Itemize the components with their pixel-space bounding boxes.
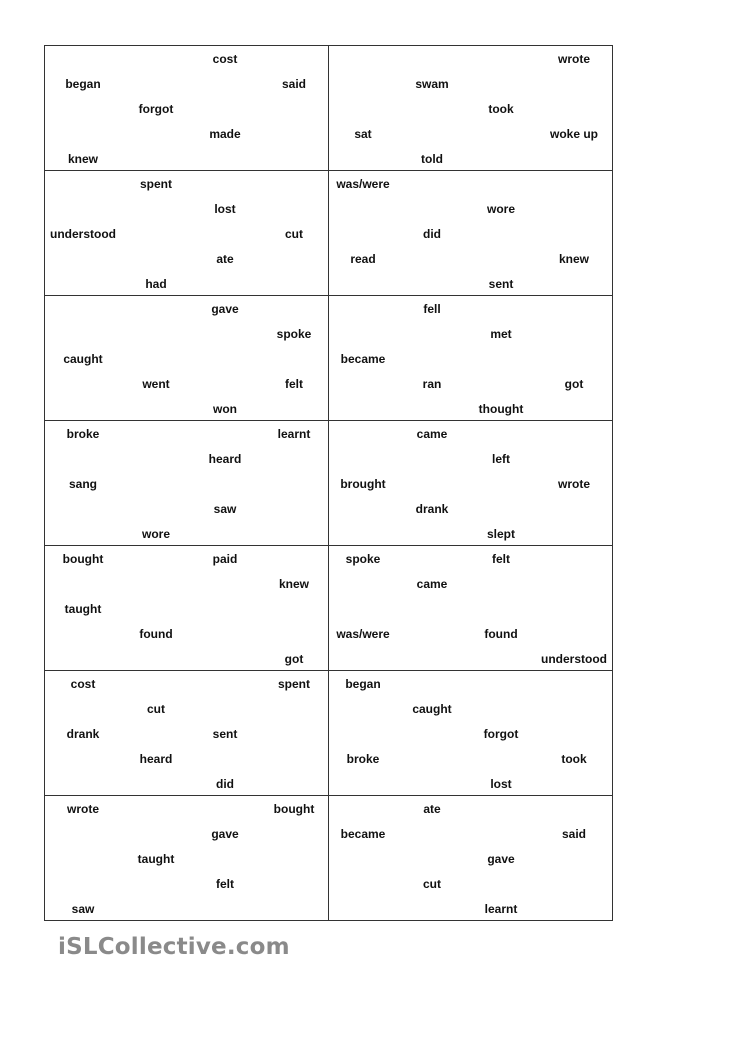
verb-word: read [350,252,376,266]
verb-word: fell [423,302,441,316]
verb-word: understood [50,227,116,241]
verb-word: was/were [336,177,390,191]
verb-word: wore [141,527,171,541]
verb-word: spoke [345,552,381,566]
verb-word: became [340,352,386,366]
verb-word: spoke [276,327,312,341]
verb-word: was/were [336,627,390,641]
verb-word: gave [211,302,239,316]
verb-word: learnt [484,902,518,916]
verb-word: knew [278,577,310,591]
verb-word: began [345,677,381,691]
verb-word: went [142,377,170,391]
verb-word: felt [285,377,303,391]
verb-word: said [561,827,587,841]
verb-word: taught [137,852,175,866]
verb-word: cut [285,227,303,241]
verb-word: caught [63,352,103,366]
verb-word: sat [354,127,372,141]
verb-card [44,45,329,171]
verb-word: lost [490,777,512,791]
verb-word: bought [273,802,315,816]
verb-card [44,670,329,796]
verb-word: broke [346,752,380,766]
verb-word: wrote [557,52,591,66]
verb-word: taught [64,602,102,616]
verb-word: said [281,77,307,91]
verb-word: did [216,777,234,791]
verb-word: felt [216,877,234,891]
verb-word: saw [71,902,95,916]
verb-word: caught [412,702,452,716]
verb-card [328,295,613,421]
verb-word: saw [213,502,237,516]
verb-word: forgot [138,102,174,116]
verb-word: met [490,327,512,341]
verb-word: knew [67,152,99,166]
verb-word: ate [216,252,234,266]
verb-word: bought [62,552,104,566]
verb-word: left [492,452,510,466]
verb-card [44,295,329,421]
verb-word: lost [214,202,236,216]
verb-word: swam [415,77,449,91]
verb-word: wrote [66,802,100,816]
verb-word: understood [541,652,607,666]
verb-card [44,795,329,921]
verb-word: began [65,77,101,91]
verb-word: had [145,277,167,291]
verb-word: wore [486,202,516,216]
verb-word: won [213,402,237,416]
verb-word: ate [423,802,441,816]
verb-card [328,670,613,796]
verb-word: drank [66,727,100,741]
verb-word: heard [208,452,242,466]
verb-word: paid [212,552,238,566]
verb-word: made [209,127,241,141]
verb-word: spent [139,177,173,191]
verb-word: cost [70,677,96,691]
verb-card [44,170,329,296]
verb-word: heard [139,752,173,766]
verb-card [44,420,329,546]
verb-word: got [284,652,304,666]
verb-card [328,45,613,171]
verb-word: became [340,827,386,841]
verb-word: slept [486,527,516,541]
site-logo: iSLCollective.com [58,934,290,960]
verb-word: found [139,627,173,641]
verb-word: gave [211,827,239,841]
verb-word: brought [340,477,386,491]
verb-word: gave [487,852,515,866]
verb-word: sent [488,277,514,291]
verb-card [328,170,613,296]
verb-word: cost [212,52,238,66]
verb-word: cut [423,877,441,891]
verb-word: woke up [549,127,599,141]
verb-word: forgot [483,727,519,741]
verb-word: thought [478,402,524,416]
verb-word: drank [415,502,449,516]
verb-word: told [421,152,443,166]
verb-word: came [416,427,448,441]
verb-word: found [484,627,518,641]
verb-word: came [416,577,448,591]
verb-card [328,420,613,546]
verb-word: sang [68,477,98,491]
verb-word: felt [492,552,510,566]
verb-word: wrote [557,477,591,491]
verb-card [328,545,613,671]
verb-word: knew [558,252,590,266]
verb-word: took [561,752,587,766]
verb-word: took [488,102,514,116]
verb-card [44,545,329,671]
verb-word: cut [147,702,165,716]
verb-card-sheet [44,45,613,920]
verb-word: spent [277,677,311,691]
verb-word: broke [66,427,100,441]
verb-word: learnt [277,427,311,441]
verb-word: ran [422,377,442,391]
verb-word: got [564,377,584,391]
verb-word: did [423,227,441,241]
verb-word: sent [212,727,238,741]
verb-card [328,795,613,921]
